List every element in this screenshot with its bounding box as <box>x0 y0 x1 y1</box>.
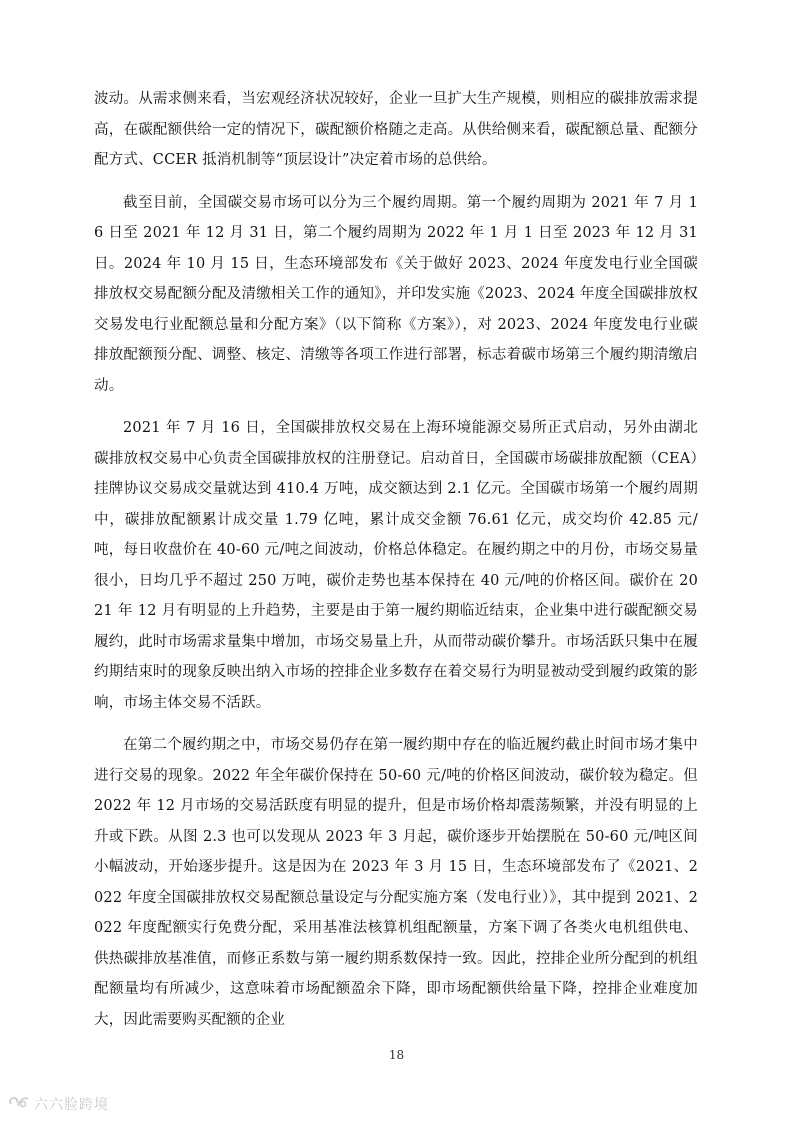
document-page <box>94 84 698 1047</box>
page-number: 18 <box>388 1048 405 1062</box>
paragraph-4: 在第二个履约期之中，市场交易仍存在第一履约期中存在的临近履约截止时间市场才集中进行交易的现象。2022 年全年碳价保持在 50-60 元/吨的价格区间波动，碳价较为稳定。但 2022 年 12 月市场的交易活跃度有明显的提升，但是市场价格却震荡频繁，并没有明显的上升或下跌。从图 2.3 也可以发现从 2023 年 3 月起，碳价逐步开始摆脱在 50-60 元/吨区间小幅波动，开始逐步提升。这是因为在 2023 年 3 月 15 日，生态环境部发布了《2021、2022 年度全国碳排放权交易配额总量设定与分配实施方案（发电行业）》，其中提到 2021、2022 年度配额实行免费分配，采用基准法核算机组配额量，方案下调了各类火电机组供电、供热碳排放基准值，而修正系数与第一履约期系数保持一致。因此，控排企业所分配到的机组配额量均有所减少，这意味着市场配额盈余下降，即市场配额供给量下降，控排企业难度加大，因此需要购买配额的企业 <box>94 737 698 1028</box>
paragraph-3: 2021 年 7 月 16 日，全国碳排放权交易在上海环境能源交易所正式启动，另外由湖北碳排放权交易中心负责全国碳排放权的注册登记。启动首日，全国碳市场碳排放配额（CEA）挂牌协议交易成交量就达到 410.4 万吨，成交额达到 2.1 亿元。全国碳市场第一个履约周期中，碳排放配额累计成交量 1.79 亿吨，累计成交金额 76.61 亿元，成交均价 42.85 元/吨，每日收盘价在 40-60 元/吨之间波动，价格总体稳定。在履约期之中的月份，市场交易量很小，日均几乎不超过 250 万吨，碳价走势也基本保持在 40 元/吨的价格区间。碳价在 2021 年 12 月有明显的上升趋势，主要是由于第一履约期临近结束，企业集中进行碳配额交易履约，此时市场需求量集中增加，市场交易量上升，从而带动碳价攀升。市场活跃只集中在履约期结束时的现象反映出纳入市场的控排企业多数存在着交易行为明显被动受到履约政策的影响，市场主体交易不活跃。 <box>94 420 698 711</box>
watermark-logo-icon <box>8 1094 30 1114</box>
paragraph-2: 截至目前，全国碳交易市场可以分为三个履约周期。第一个履约周期为 2021 年 7 月 16 日至 2021 年 12 月 31 日，第二个履约周期为 2022 年 1 月 1 日至 2023 年 12 月 31 日。2024 年 10 月 15 日，生态环境部发布《关于做好 2023、2024 年度发电行业全国碳排放权交易配额分配及清缴相关工作的通知》，并印发实施《2023、2024 年度全国碳排放权交易发电行业配额总量和分配方案》（以下简称《方案》），对 2023、2024 年度发电行业碳排放配额预分配、调整、核定、清缴等各项工作进行部署，标志着碳市场第三个履约期清缴启动。 <box>94 194 698 394</box>
paragraph-1: 波动。从需求侧来看，当宏观经济状况较好，企业一旦扩大生产规模，则相应的碳排放需求提高，在碳配额供给一定的情况下，碳配额价格随之走高。从供给侧来看，碳配额总量、配额分配方式、CCER 抵消机制等“顶层设计”决定着市场的总供给。 <box>94 91 698 168</box>
watermark <box>8 1094 109 1114</box>
watermark-text: 六六脸跨境 <box>34 1097 109 1113</box>
